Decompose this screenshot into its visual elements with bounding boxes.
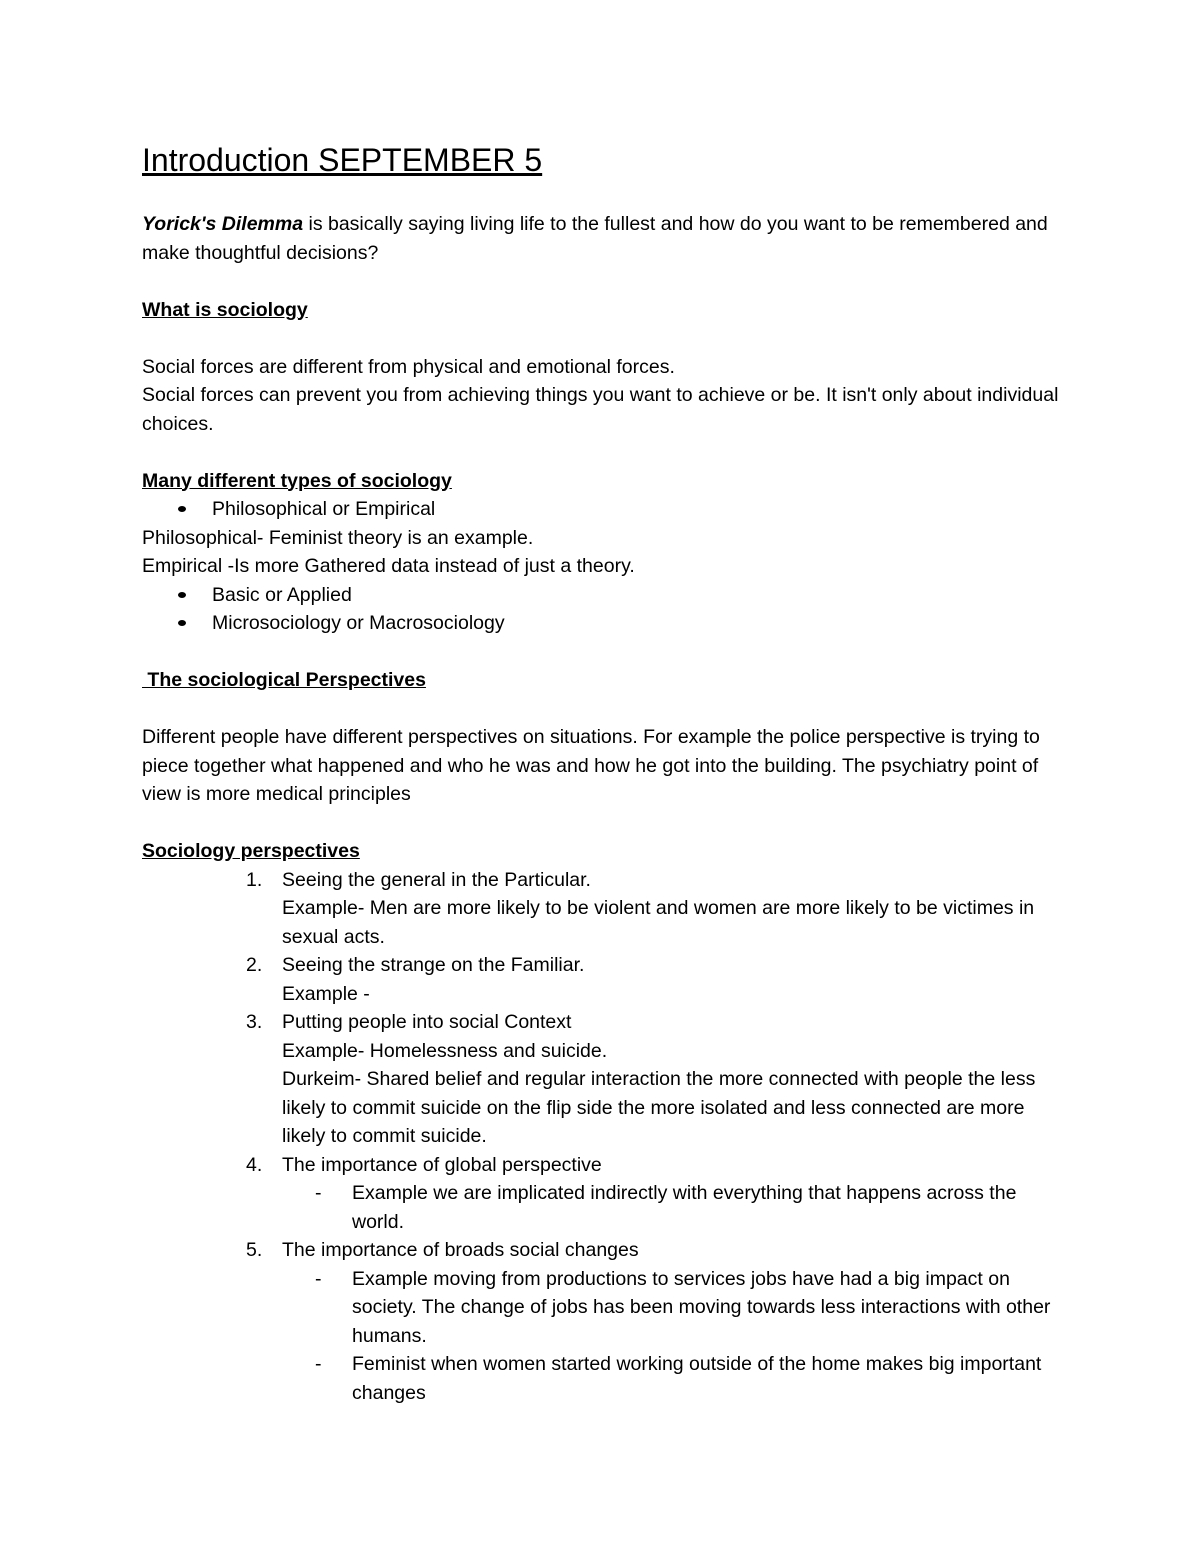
paragraph-social-forces-2: Social forces can prevent you from achieving things you want to achieve or be. It isn't only about individual choices. [142,384,1059,435]
list-item: 5. The importance of broads social changes - Example moving from productions to services jobs have had a big impact on society. The change of jobs has been moving towards less interactions with other humans. - Feminist when women started working outside of the home makes big important changes [142,1236,1072,1407]
list-item: 4. The importance of global perspective - Example we are implicated indirectly with everything that happens across the world. [142,1151,1072,1237]
bullet-icon [178,592,186,598]
list-item: 3. Putting people into social Context Example- Homelessness and suicide. Durkeim- Shared belief and regular interaction the more connected with people the less likely to commit suicide on the flip side the more isolated and less connected are more likely to commit suicide. [246,1011,1036,1147]
bullet-icon [178,620,186,626]
heading-types-of-sociology: Many different types of sociology [142,469,452,492]
dash-item: - Example we are implicated indirectly with everything that happens across the world. [315,1182,1017,1233]
perspectives-numbered-list [142,866,1072,1408]
heading-what-is-sociology: What is sociology [142,298,308,321]
heading-sociological-perspectives: The sociological Perspectives [142,669,426,691]
list-item: Microsociology or Macrosociology [142,609,1072,638]
page-title: Introduction SEPTEMBER 5 [142,142,543,178]
list-item: Basic or Applied [142,581,1072,610]
paragraph-perspectives: Different people have different perspectives on situations. For example the police perspective is trying to piece together what happened and who he was and how he got into the building. The psychiatry point of view is more medical principles [142,726,1040,805]
paragraph-social-forces-1: Social forces are different from physical and emotional forces. [142,355,675,378]
list-item: 2. Seeing the strange on the Familiar. Example - [246,954,585,1005]
paragraph-philosophical: Philosophical- Feminist theory is an example. [142,526,534,549]
list-item: 1. Seeing the general in the Particular. Example- Men are more likely to be violent and women are more likely to be victimes in sexual acts. [246,868,1035,948]
list-item: Philosophical or Empirical [142,495,1072,524]
paragraph-empirical: Empirical -Is more Gathered data instead of just a theory. [142,555,635,577]
dash-item: - Example moving from productions to services jobs have had a big impact on society. The change of jobs has been moving towards less interactions with other humans. [315,1267,1051,1347]
intro-paragraph [142,210,1072,267]
document-page [142,140,1072,1407]
dash-item: - Feminist when women started working outside of the home makes big important changes [315,1353,1042,1404]
bullet-icon [178,506,186,512]
intro-term: Yorick's Dilemma [142,213,304,235]
types-bullet-list [142,495,1072,524]
dash-list [282,1179,1072,1236]
intro-text: is basically saying living life to the fullest and how do you want to be remembered and make thoughtful decisions? [142,213,1048,264]
types-bullet-list-2 [142,581,1072,638]
heading-sociology-perspectives: Sociology perspectives [142,840,360,862]
dash-list [282,1265,1072,1408]
